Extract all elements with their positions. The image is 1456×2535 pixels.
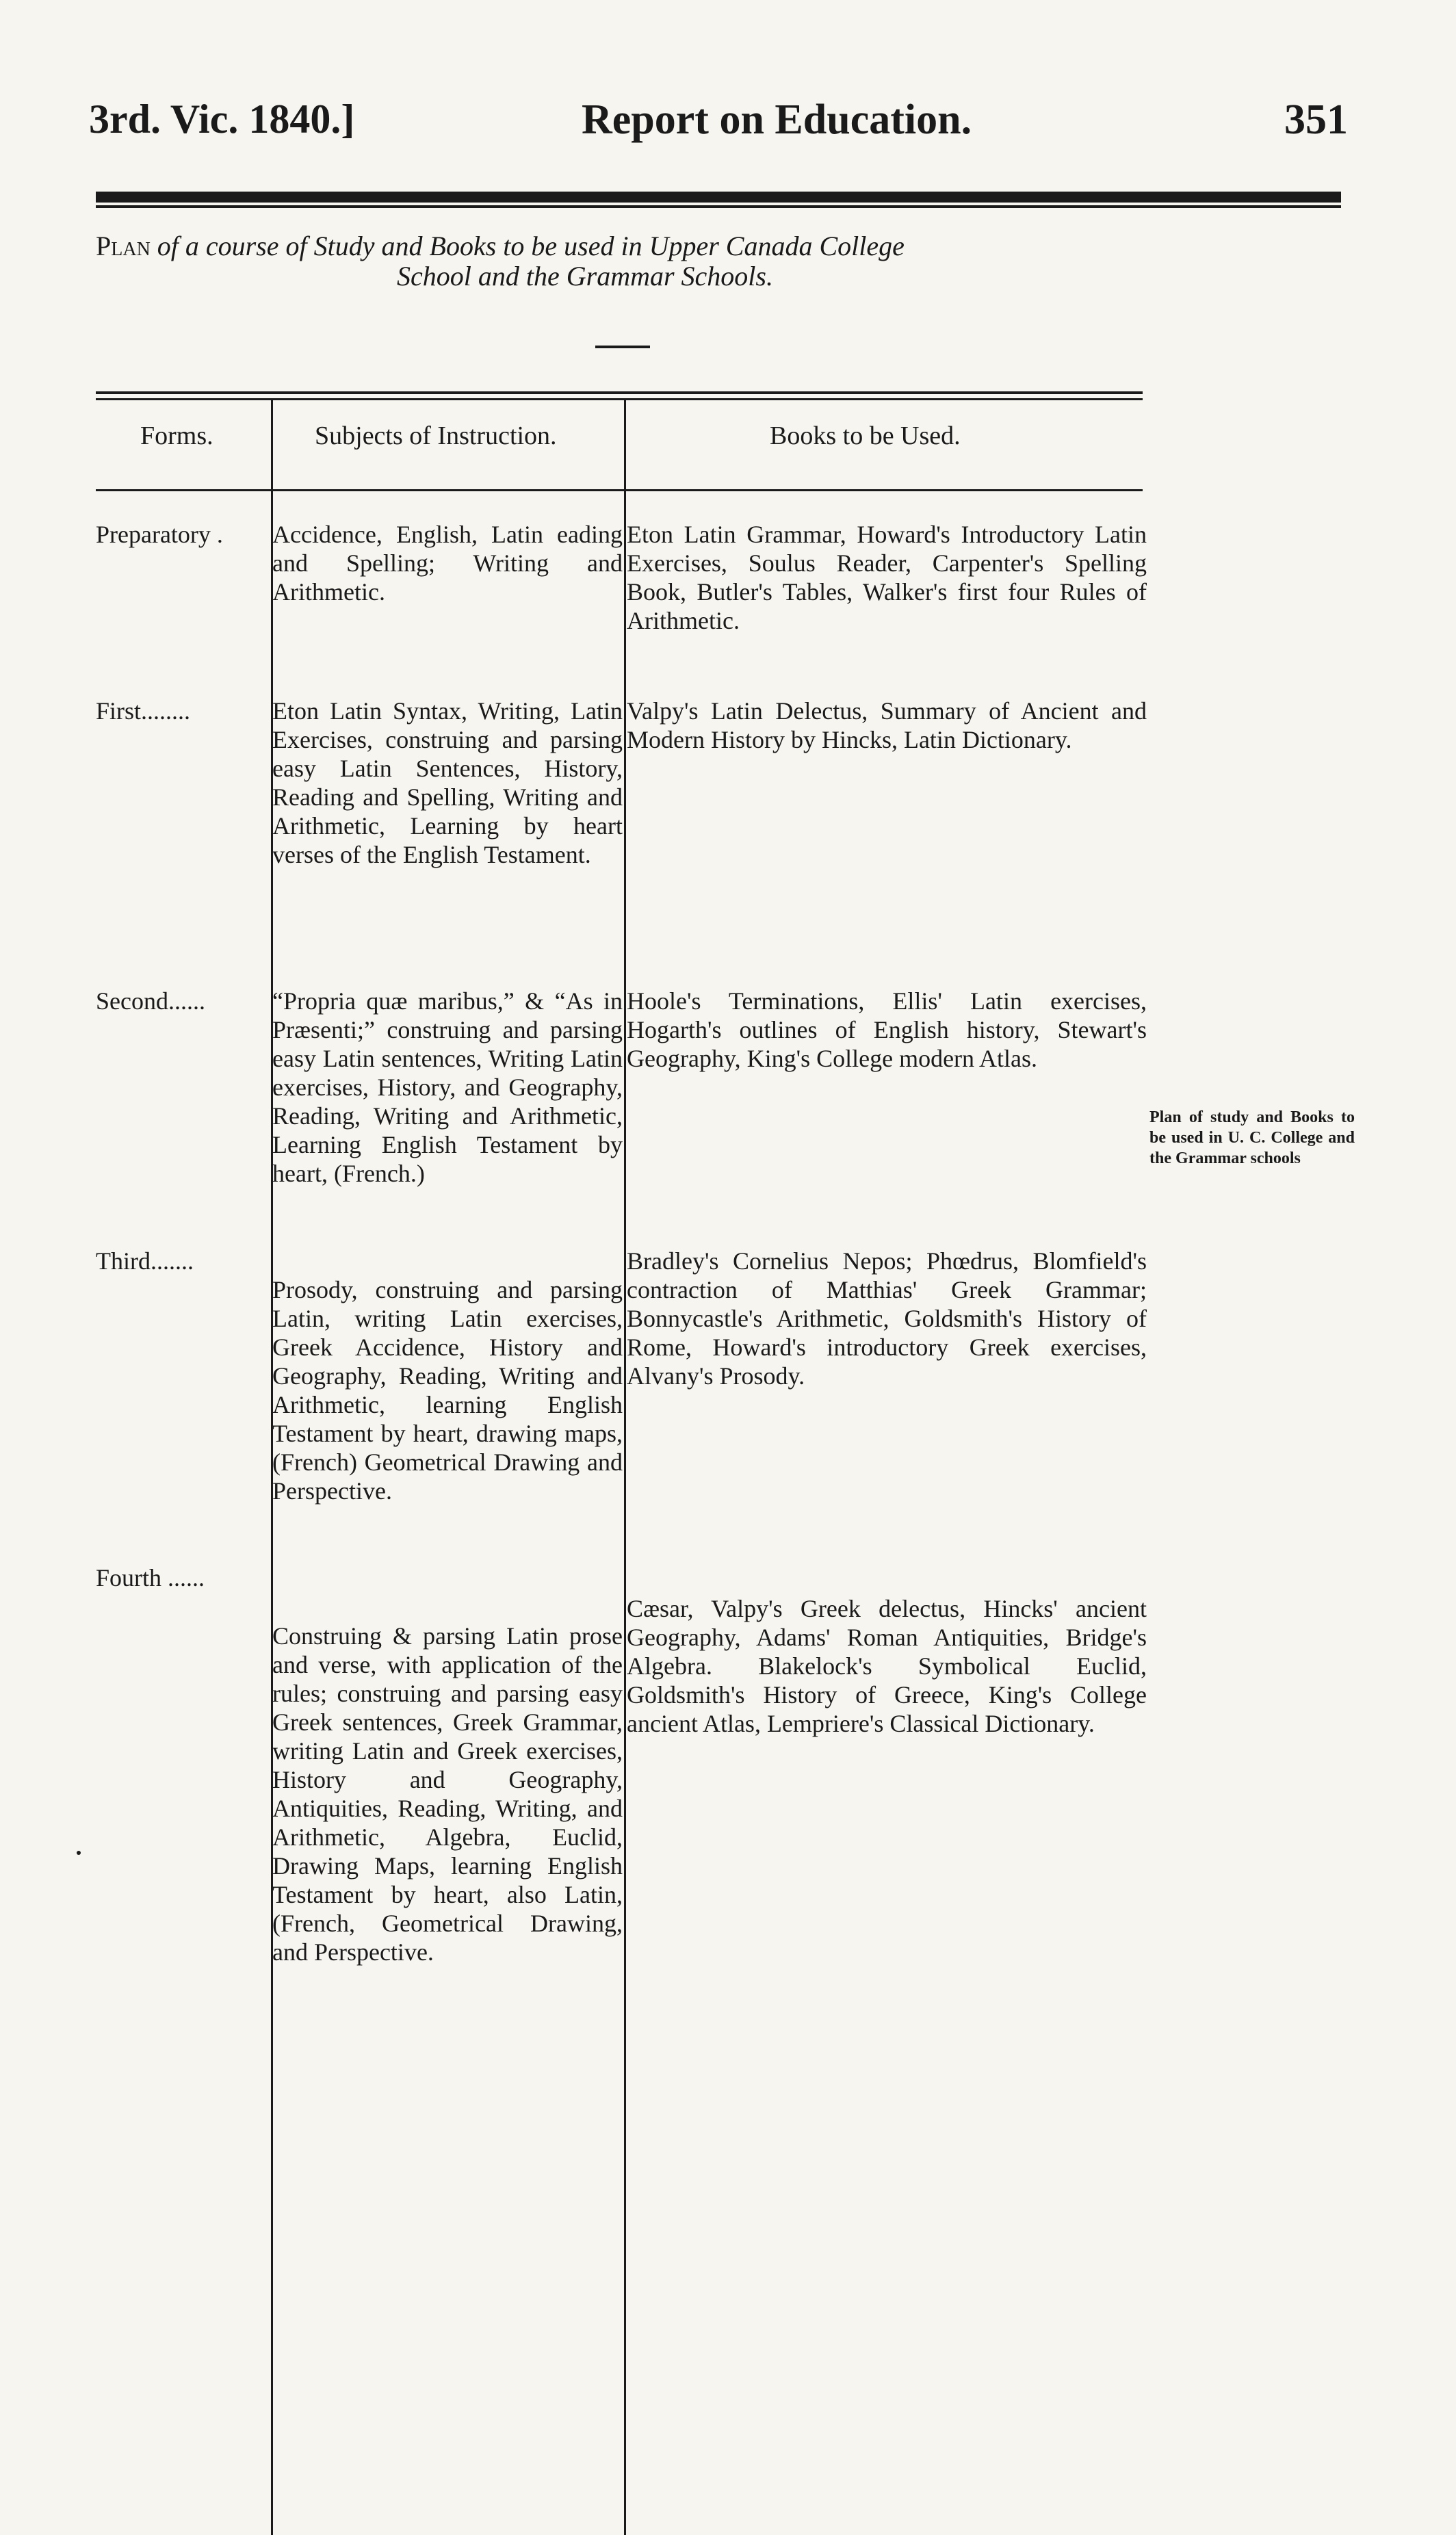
column-header-books: Books to be Used. xyxy=(770,421,961,450)
subjects-text: “Propria quæ maribus,” & “As in Præsenti;” construing and parsing easy Latin sentences, Writing Latin exercises, History, and Geography, Reading, Writing and Arithmetic, Learning English Testament by heart, (French.) xyxy=(272,987,623,1187)
subjects-preparatory xyxy=(272,520,623,606)
books-text: Valpy's Latin Delectus, Summary of Ancient and Modern History by Hincks, Latin Dictionary. xyxy=(627,697,1147,753)
books-text: Eton Latin Grammar, Howard's Introductory Latin Exercises, Soulus Reader, Carpenter's Spelling Book, Butler's Tables, Walker's first four Rules of Arithmetic. xyxy=(627,521,1147,634)
books-third xyxy=(627,1247,1147,1390)
form-label-third: Third....... xyxy=(96,1247,194,1275)
page-number: 351 xyxy=(1284,96,1348,143)
books-preparatory xyxy=(627,520,1147,635)
subjects-text: Accidence, English, Latin eading and Spelling; Writing and Arithmetic. xyxy=(272,521,623,606)
table-header-rule xyxy=(96,489,1143,491)
document-title xyxy=(96,231,1273,291)
form-label-preparatory: Preparatory . xyxy=(96,521,223,548)
books-first xyxy=(627,697,1147,754)
books-text: Hoole's Terminations, Ellis' Latin exercises, Hogarth's outlines of English history, Stewart's Geography, King's College modern Atlas. xyxy=(627,987,1147,1072)
header-rule-thin xyxy=(96,205,1341,208)
form-label-second: Second...... xyxy=(96,987,205,1015)
print-speck xyxy=(77,1851,81,1855)
table-top-rule xyxy=(96,391,1143,394)
table-top-rule-second xyxy=(96,398,1143,400)
title-dash-divider xyxy=(595,346,650,348)
books-second xyxy=(627,987,1147,1073)
header-left: 3rd. Vic. 1840.] xyxy=(89,96,355,142)
title-line2: School and the Grammar Schools. xyxy=(397,261,773,291)
form-label-fourth: Fourth ...... xyxy=(96,1564,205,1591)
subjects-fourth xyxy=(272,1622,623,1966)
books-fourth xyxy=(627,1594,1147,1738)
books-text: Bradley's Cornelius Nepos; Phœdrus, Blomfield's contraction of Matthias' Greek Grammar; Bonnycastle's Arithmetic, Goldsmith's History of Rome, Howard's introductory Greek exercises, Alvany's Prosody. xyxy=(627,1247,1147,1390)
column-header-subjects: Subjects of Instruction. xyxy=(315,421,557,450)
subjects-first xyxy=(272,697,623,869)
form-label-first: First........ xyxy=(96,697,191,725)
subjects-third xyxy=(272,1275,623,1505)
title-plan-word: Plan xyxy=(96,231,151,261)
subjects-text: Prosody, construing and parsing Latin, writing Latin exercises, Greek Accidence, History and Geography, Reading, Writing and Arithmetic, learning English Testament by heart, drawing maps, (French) Geometrical Drawing and Perspective. xyxy=(272,1276,623,1505)
column-divider-2 xyxy=(624,400,626,2535)
title-line1: of a course of Study and Books to be used in Upper Canada College xyxy=(157,231,905,261)
header-title: Report on Education. xyxy=(582,96,972,143)
subjects-text: Eton Latin Syntax, Writing, Latin Exercises, construing and parsing easy Latin Sentences, History, Reading and Spelling, Writing and Arithmetic, Learning by heart verses of the English Testament. xyxy=(272,697,623,868)
header-rule-thick xyxy=(96,192,1341,203)
subjects-second xyxy=(272,987,623,1188)
column-header-forms: Forms. xyxy=(140,421,213,450)
running-header xyxy=(89,96,1348,157)
margin-note: Plan of study and Books to be used in U. C. College and the Grammar schools xyxy=(1149,1108,1355,1167)
subjects-text: Construing & parsing Latin prose and verse, with application of the rules; construing and parsing easy Greek sentences, Greek Grammar, writing Latin and Greek exercises, History and Geography, Antiquities, Reading, Writing, and Arithmetic, Algebra, Euclid, Drawing Maps, learning English Testament by heart, also Latin, (French, Geometrical Drawing, and Perspective. xyxy=(272,1622,623,1966)
books-text: Cæsar, Valpy's Greek delectus, Hincks' ancient Geography, Adams' Roman Antiquities, Bridge's Algebra. Blakelock's Symbolical Euclid, Goldsmith's History of Greece, King's College ancient Atlas, Lempriere's Classical Dictionary. xyxy=(627,1595,1147,1737)
